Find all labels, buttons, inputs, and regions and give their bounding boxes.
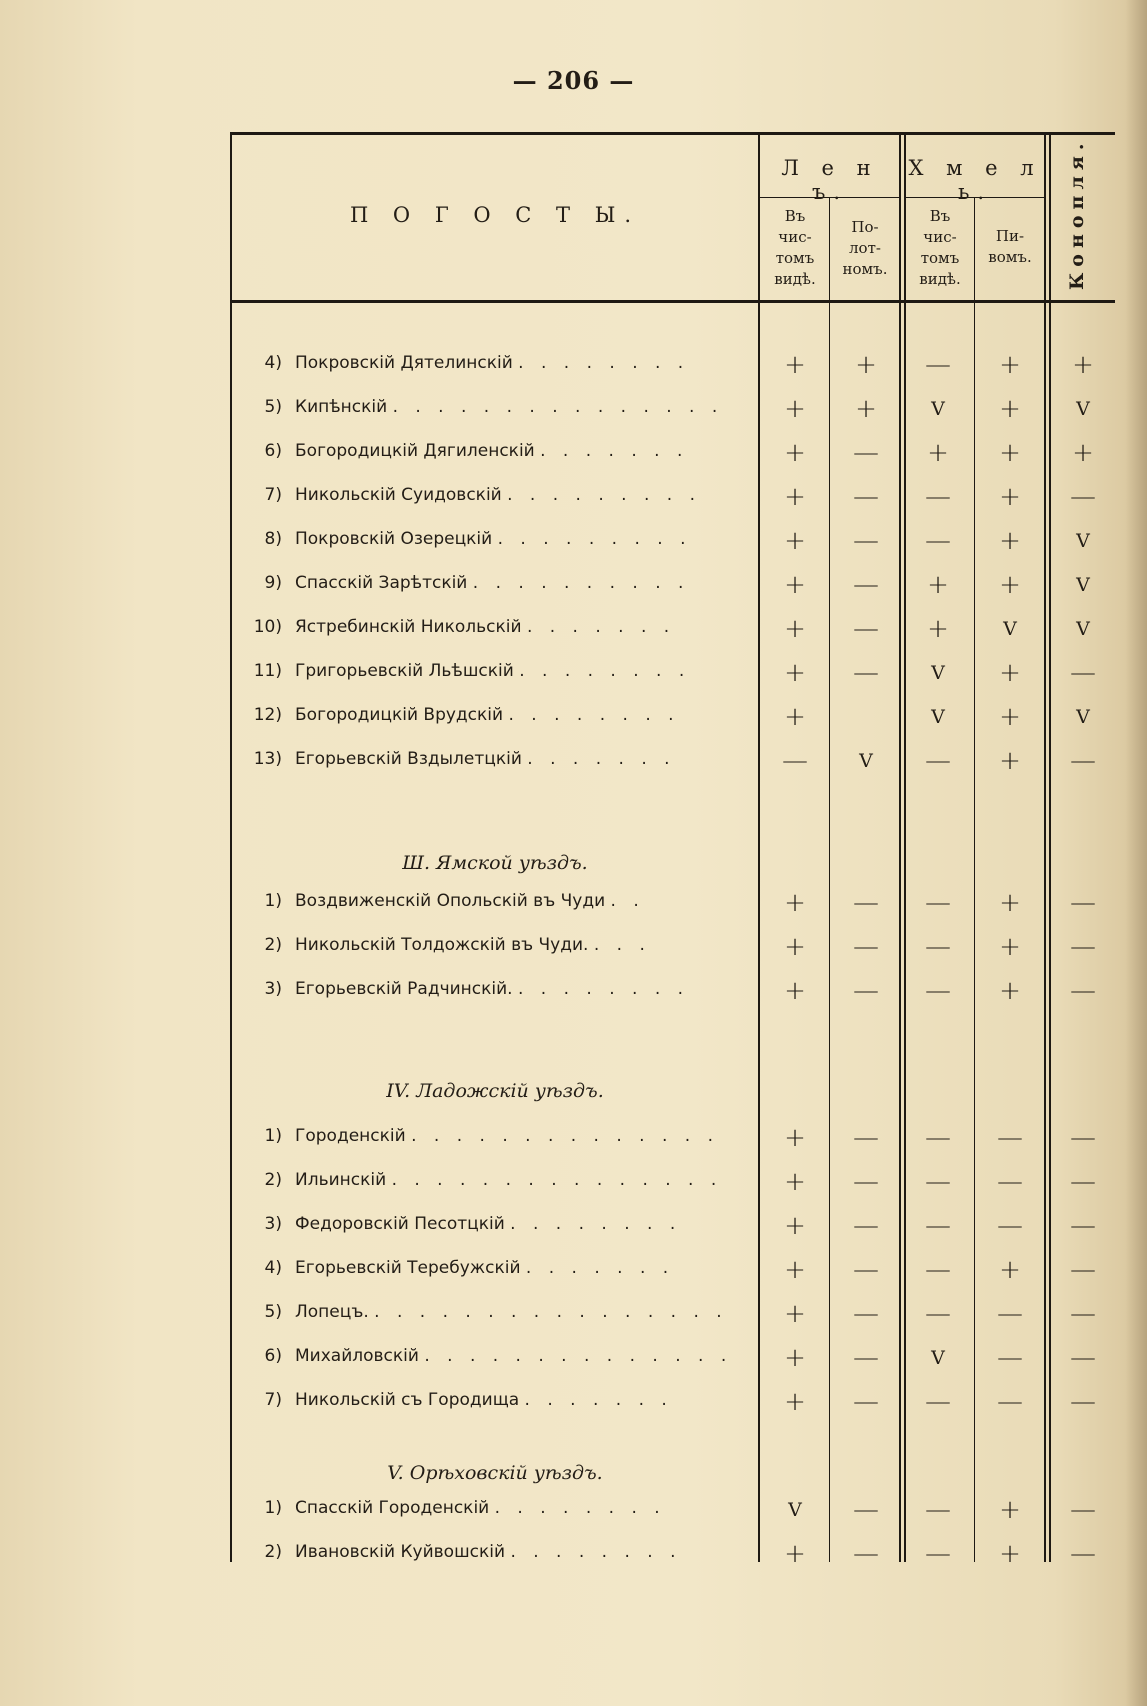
value-cell: — [853, 658, 879, 688]
value-cell: — [1070, 746, 1096, 776]
row-leader-dots: . . . . . . . [540, 441, 689, 461]
value-cell: + [784, 482, 806, 512]
table-row [230, 435, 1110, 471]
value-cell: + [999, 1255, 1021, 1285]
value-cell: + [784, 1343, 806, 1373]
table-row [230, 347, 1110, 383]
value-cell: + [999, 976, 1021, 1006]
value-cell: — [853, 1167, 879, 1197]
value-cell: — [997, 1123, 1023, 1153]
value-cell: — [1070, 932, 1096, 962]
value-cell: + [927, 614, 949, 644]
row-name-text: Городенскій [295, 1126, 406, 1146]
row-name-text: Михайловскій [295, 1346, 419, 1366]
row-leader-dots: . . . . . . . . [510, 1542, 682, 1562]
table-row [230, 1536, 1110, 1572]
value-cell: — [925, 526, 951, 556]
row-leader-dots: . . . . . . . . . . [472, 573, 690, 593]
value-cell: + [855, 350, 877, 380]
value-cell: — [1070, 658, 1096, 688]
value-cell: V [788, 1499, 802, 1521]
table-row [230, 1208, 1110, 1244]
row-number: 1) [264, 891, 282, 911]
value-cell: + [784, 1387, 806, 1417]
table-row [230, 391, 1110, 427]
row-leader-dots: . . . . . . . [525, 1258, 675, 1278]
row-leader-dots: . . [610, 891, 645, 911]
row-leader-dots: . . . . . . . . . . . . . . . . [374, 1302, 728, 1322]
row-leader-dots: . . . . . . . . [518, 353, 690, 373]
row-leader-dots: . . . . . . . . [494, 1498, 666, 1518]
header-hmel-clean: Въ чис- томъ видѣ. [919, 207, 961, 288]
row-leader-dots: . . . . . . . [527, 749, 676, 769]
value-cell: — [853, 932, 879, 962]
header-konoplya: Конопля. [1066, 137, 1088, 290]
row-number: 5) [264, 1302, 282, 1322]
value-cell: + [784, 1299, 806, 1329]
value-cell: — [925, 1167, 951, 1197]
value-cell: — [853, 1123, 879, 1153]
row-number: 4) [264, 1258, 282, 1278]
value-cell: + [999, 350, 1021, 380]
value-cell: — [925, 350, 951, 380]
header-len: Л е н ъ. [781, 156, 879, 204]
value-cell: — [1070, 1211, 1096, 1241]
value-cell: + [784, 526, 806, 556]
value-cell: — [1070, 1495, 1096, 1525]
table-row [230, 479, 1110, 515]
value-cell: — [925, 888, 951, 918]
value-cell: + [1072, 438, 1094, 468]
row-name-text: Лопецъ. [295, 1302, 369, 1322]
value-cell: — [925, 976, 951, 1006]
page-number: — 206 — [512, 66, 635, 95]
table-row [230, 1340, 1110, 1376]
table-row [230, 523, 1110, 559]
table-row [230, 1384, 1110, 1420]
header-bottom-rule [230, 300, 1115, 303]
value-cell: — [853, 1343, 879, 1373]
row-number: 1) [264, 1126, 282, 1146]
value-cell: — [1070, 888, 1096, 918]
value-cell: — [853, 976, 879, 1006]
row-name-text: Спасскій Зарѣтскій [295, 573, 468, 593]
value-cell: — [997, 1343, 1023, 1373]
row-leader-dots: . . . . . . . [526, 617, 676, 637]
value-cell: — [925, 1255, 951, 1285]
row-number: 2) [264, 1542, 282, 1562]
row-number: 6) [264, 441, 282, 461]
value-cell: — [925, 1211, 951, 1241]
table-row [230, 885, 1110, 921]
header-len-clean: Въ чис- томъ видѣ. [774, 207, 816, 288]
section-title: IV. Ладожскій уѣздъ. [386, 1080, 604, 1102]
value-cell: + [999, 1495, 1021, 1525]
row-name-text: Никольскій съ Городища [295, 1390, 520, 1410]
table-row [230, 611, 1110, 647]
row-leader-dots: . . . . . . . . . . . . . . . [392, 397, 724, 417]
value-cell: — [853, 614, 879, 644]
row-leader-dots: . . . . . . . . . [507, 485, 701, 505]
value-cell: — [925, 482, 951, 512]
row-name-text: Никольскій Толдожскій въ Чуди. [295, 935, 589, 955]
value-cell: + [999, 1539, 1021, 1569]
section-title: V. Орѣховскій уѣздъ. [387, 1462, 603, 1484]
row-name-text: Федоровскій Песотцкій [295, 1214, 505, 1234]
value-cell: + [999, 746, 1021, 776]
value-cell: + [784, 1255, 806, 1285]
value-cell: + [784, 350, 806, 380]
value-cell: — [1070, 1387, 1096, 1417]
value-cell: — [1070, 1255, 1096, 1285]
value-cell: — [925, 932, 951, 962]
value-cell: + [784, 976, 806, 1006]
value-cell: + [999, 438, 1021, 468]
row-name-text: Богородицкій Дягиленскій [295, 441, 535, 461]
value-cell: + [784, 1211, 806, 1241]
row-name-text: Егорьевскій Радчинскій. [295, 979, 513, 999]
row-name-text: Ивановскій Куйвошскій [295, 1542, 506, 1562]
row-number: 7) [264, 1390, 282, 1410]
value-cell: — [853, 438, 879, 468]
table-row [230, 567, 1110, 603]
value-cell: V [1076, 706, 1090, 728]
row-number: 8) [264, 529, 282, 549]
row-number: 4) [264, 353, 282, 373]
row-number: 5) [264, 397, 282, 417]
value-cell: — [853, 526, 879, 556]
table-row [230, 929, 1110, 965]
value-cell: + [784, 570, 806, 600]
value-cell: — [1070, 1539, 1096, 1569]
row-name-text: Спасскій Городенскій [295, 1498, 490, 1518]
row-name-text: Никольскій Суидовскій [295, 485, 502, 505]
value-cell: — [1070, 1123, 1096, 1153]
value-cell: — [1070, 1167, 1096, 1197]
value-cell: + [999, 932, 1021, 962]
row-number: 12) [253, 705, 282, 725]
row-leader-dots: . . . . . . . . [510, 1214, 682, 1234]
table-row [230, 1120, 1110, 1156]
value-cell: — [853, 482, 879, 512]
value-cell: V [1076, 618, 1090, 640]
value-cell: + [784, 614, 806, 644]
table-row [230, 699, 1110, 735]
row-leader-dots: . . . . . . . . [508, 705, 680, 725]
table-row [230, 1492, 1110, 1528]
row-number: 2) [264, 1170, 282, 1190]
value-cell: V [931, 662, 945, 684]
row-number: 6) [264, 1346, 282, 1366]
row-leader-dots: . . . . . . . . . . . . . . [424, 1346, 733, 1366]
value-cell: V [1076, 530, 1090, 552]
value-cell: + [784, 1167, 806, 1197]
value-cell: + [999, 702, 1021, 732]
header-pogosty: П О Г О С Т Ы. [349, 203, 641, 227]
row-leader-dots: . . . . . . . . [519, 661, 691, 681]
value-cell: + [999, 658, 1021, 688]
value-cell: + [999, 570, 1021, 600]
row-name-text: Ильинскій [295, 1170, 387, 1190]
value-cell: V [859, 750, 873, 772]
value-cell: — [925, 1387, 951, 1417]
row-number: 1) [264, 1498, 282, 1518]
value-cell: — [782, 746, 808, 776]
row-number: 7) [264, 485, 282, 505]
table-row [230, 973, 1110, 1009]
value-cell: — [925, 1299, 951, 1329]
row-number: 2) [264, 935, 282, 955]
row-leader-dots: . . . . . . . . . . . . . . . [391, 1170, 723, 1190]
section-title: Ш. Ямской уѣздъ. [402, 852, 588, 874]
value-cell: V [931, 1347, 945, 1369]
value-cell: + [784, 932, 806, 962]
value-cell: V [1003, 618, 1017, 640]
row-name-text: Егорьевскій Вздылетцкій [295, 749, 522, 769]
value-cell: — [925, 1495, 951, 1525]
row-leader-dots: . . . . . . . . . [497, 529, 692, 549]
value-cell: — [853, 1539, 879, 1569]
book-spine-shadow [1125, 0, 1147, 1706]
row-name-text: Григорьевскій Льѣшскій [295, 661, 514, 681]
header-hmel: Х м е л ь. [908, 156, 1042, 204]
row-number: 10) [253, 617, 282, 637]
row-name-text: Покровскій Дятелинскій [295, 353, 513, 373]
value-cell: — [853, 1211, 879, 1241]
value-cell: — [853, 1299, 879, 1329]
value-cell: + [999, 888, 1021, 918]
value-cell: — [1070, 1299, 1096, 1329]
value-cell: + [999, 394, 1021, 424]
row-number: 3) [264, 979, 282, 999]
row-name-text: Кипѣнскій [295, 397, 388, 417]
value-cell: — [1070, 1343, 1096, 1373]
value-cell: + [784, 702, 806, 732]
row-leader-dots: . . . . . . . [524, 1390, 673, 1410]
row-name-text: Воздвиженскій Опольскій въ Чуди [295, 891, 606, 911]
value-cell: + [784, 394, 806, 424]
value-cell: V [1076, 574, 1090, 596]
row-name-text: Богородицкій Врудскій [295, 705, 504, 725]
value-cell: + [999, 482, 1021, 512]
row-name-text: Ястребинскій Никольскій [295, 617, 522, 637]
value-cell: — [997, 1211, 1023, 1241]
value-cell: + [784, 1539, 806, 1569]
table-row [230, 655, 1110, 691]
row-number: 3) [264, 1214, 282, 1234]
row-leader-dots: . . . . . . . . [517, 979, 690, 999]
value-cell: — [997, 1299, 1023, 1329]
value-cell: + [855, 394, 877, 424]
value-cell: V [931, 706, 945, 728]
header-hmel-pivo: Пи- вомъ. [988, 227, 1032, 266]
value-cell: + [927, 570, 949, 600]
value-cell: — [925, 1539, 951, 1569]
row-name-text: Егорьевскій Теребужскій [295, 1258, 521, 1278]
row-leader-dots: . . . . . . . . . . . . . . [411, 1126, 719, 1146]
row-number: 13) [253, 749, 282, 769]
value-cell: + [927, 438, 949, 468]
value-cell: + [784, 888, 806, 918]
row-name-text: Покровскій Озерецкій [295, 529, 493, 549]
value-cell: — [997, 1387, 1023, 1417]
row-number: 9) [264, 573, 282, 593]
value-cell: V [931, 398, 945, 420]
value-cell: V [1076, 398, 1090, 420]
table-row [230, 743, 1110, 779]
value-cell: — [1070, 976, 1096, 1006]
table-row [230, 1164, 1110, 1200]
value-cell: + [784, 1123, 806, 1153]
value-cell: — [853, 1255, 879, 1285]
value-cell: — [853, 1387, 879, 1417]
value-cell: — [925, 746, 951, 776]
value-cell: — [997, 1167, 1023, 1197]
value-cell: — [853, 888, 879, 918]
table-top-rule [230, 132, 1115, 135]
value-cell: + [784, 438, 806, 468]
row-leader-dots: . . . [593, 935, 651, 955]
value-cell: + [999, 526, 1021, 556]
header-len-lot: По- лот- номъ. [842, 218, 888, 278]
value-cell: + [784, 658, 806, 688]
value-cell: — [853, 570, 879, 600]
table-row [230, 1296, 1110, 1332]
value-cell: — [925, 1123, 951, 1153]
value-cell [836, 699, 896, 735]
row-number: 11) [253, 661, 282, 681]
value-cell: — [1070, 482, 1096, 512]
value-cell: — [853, 1495, 879, 1525]
table-row [230, 1252, 1110, 1288]
value-cell: + [1072, 350, 1094, 380]
